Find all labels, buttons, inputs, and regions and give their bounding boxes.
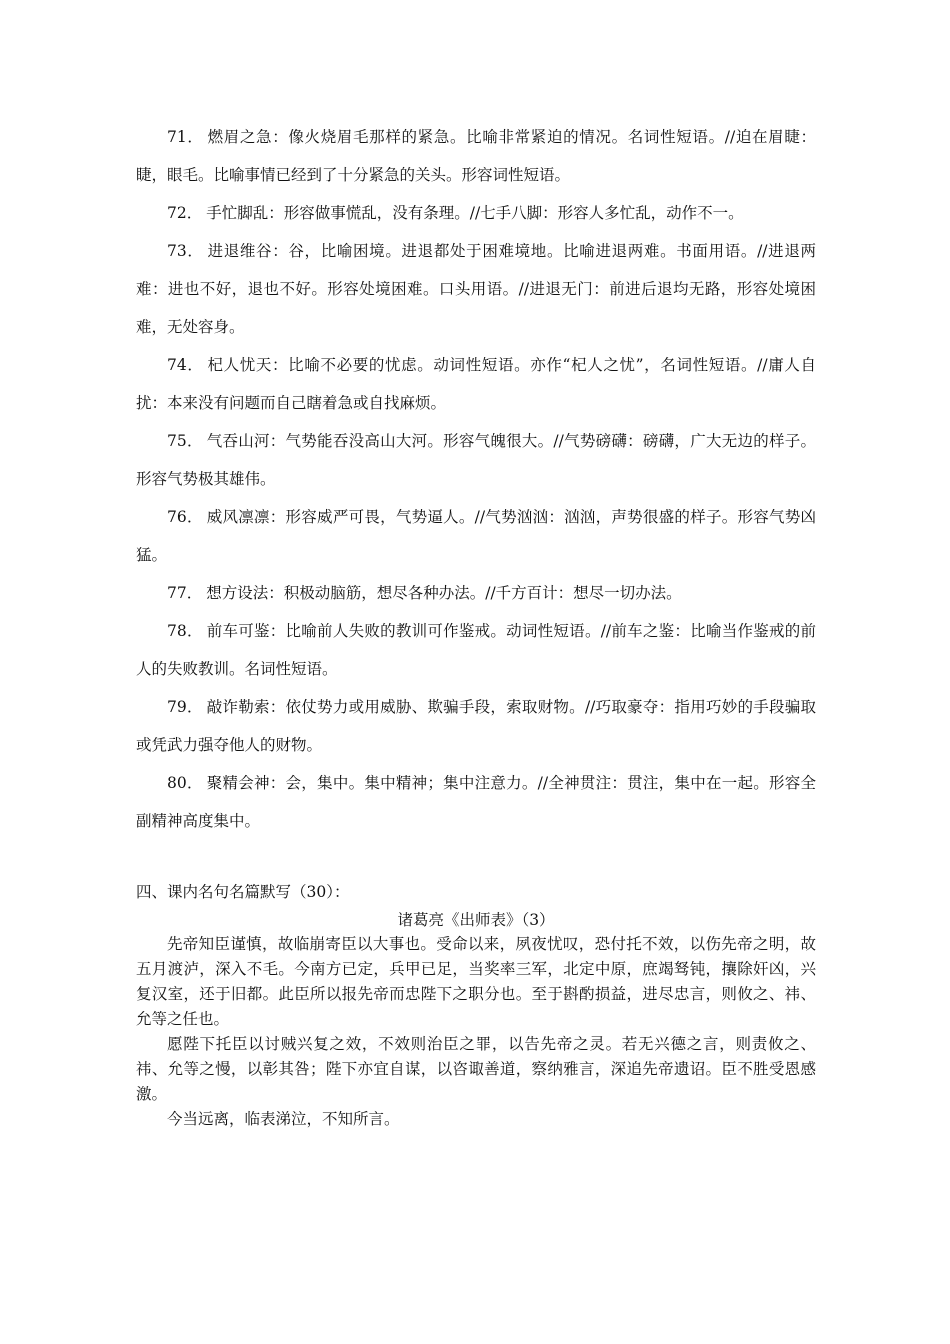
text-paragraph-2: 愿陛下托臣以讨贼兴复之效，不效则治臣之罪，以告先帝之灵。若无兴德之言，则责攸之、祎、允等之慢，以彰其咎；陛下亦宜自谋，以咨诹善道，察纳雅言，深追先帝遗诏。臣不胜受恩感激。 [136, 1035, 816, 1103]
entry-text: 气吞山河：气势能吞没高山大河。形容气魄很大。//气势磅礴：磅礴，广大无边的样子。形容气势极其雄伟。 [136, 432, 816, 488]
idiom-list [136, 118, 816, 840]
idiom-entry-72 [136, 194, 816, 232]
entry-text: 敲诈勒索：依仗势力或用威胁、欺骗手段，索取财物。//巧取豪夺：指用巧妙的手段骗取或凭武力强夺他人的财物。 [136, 698, 816, 754]
idiom-entry-80 [136, 764, 816, 840]
text-paragraph-1: 先帝知臣谨慎，故临崩寄臣以大事也。受命以来，夙夜忧叹，恐付托不效，以伤先帝之明，故五月渡泸，深入不毛。今南方已定，兵甲已足，当奖率三军，北定中原，庶竭驽钝，攘除奸凶，兴复汉室，还于旧都。此臣所以报先帝而忠陛下之职分也。至于斟酌损益，进尽忠言，则攸之、祎、允等之任也。 [136, 935, 816, 1028]
entry-text: 想方设法：积极动脑筋，想尽各种办法。//千方百计：想尽一切办法。 [206, 584, 682, 602]
idiom-entry-71 [136, 118, 816, 194]
entry-text: 手忙脚乱：形容做事慌乱，没有条理。//七手八脚：形容人多忙乱，动作不一。 [206, 204, 744, 222]
entry-number: 78． [167, 622, 203, 640]
text-paragraph-3: 今当远离，临表涕泣，不知所言。 [167, 1110, 400, 1128]
entry-text: 燃眉之急：像火烧眉毛那样的紧急。比喻非常紧迫的情况。名词性短语。//迫在眉睫：睫，眼毛。比喻事情已经到了十分紧急的关头。形容词性短语。 [136, 128, 816, 184]
section-heading: 四、课内名句名篇默写（30）： [136, 883, 350, 901]
entry-number: 76． [167, 508, 203, 526]
idiom-entry-79 [136, 688, 816, 764]
idiom-entry-78 [136, 612, 816, 688]
entry-number: 71． [167, 128, 204, 146]
entry-number: 80． [167, 774, 203, 792]
entry-text: 前车可鉴：比喻前人失败的教训可作鉴戒。动词性短语。//前车之鉴：比喻当作鉴戒的前人的失败教训。名词性短语。 [136, 622, 816, 678]
entry-number: 79． [167, 698, 203, 716]
recitation-section [136, 880, 816, 1132]
entry-number: 73． [167, 242, 204, 260]
entry-text: 杞人忧天：比喻不必要的忧虑。动词性短语。亦作“杞人之忧”，名词性短语。//庸人自扰：本来没有问题而自己瞎着急或自找麻烦。 [136, 356, 816, 412]
entry-text: 聚精会神：会，集中。集中精神；集中注意力。//全神贯注：贯注，集中在一起。形容全副精神高度集中。 [136, 774, 816, 830]
entry-number: 77． [167, 584, 203, 602]
idiom-entry-73 [136, 232, 816, 346]
entry-number: 74． [167, 356, 204, 374]
entry-text: 威风凛凛：形容威严可畏，气势逼人。//气势汹汹：汹汹，声势很盛的样子。形容气势凶猛。 [136, 508, 816, 564]
entry-number: 72． [167, 204, 203, 222]
idiom-entry-77 [136, 574, 816, 612]
entry-number: 75． [167, 432, 203, 450]
text-title: 诸葛亮《出师表》（3） [397, 911, 555, 929]
idiom-entry-74 [136, 346, 816, 422]
idiom-entry-75 [136, 422, 816, 498]
entry-text: 进退维谷：谷，比喻困境。进退都处于困难境地。比喻进退两难。书面用语。//进退两难：进也不好，退也不好。形容处境困难。口头用语。//进退无门：前进后退均无路，形容处境困难，无处容身。 [136, 242, 816, 336]
idiom-entry-76 [136, 498, 816, 574]
